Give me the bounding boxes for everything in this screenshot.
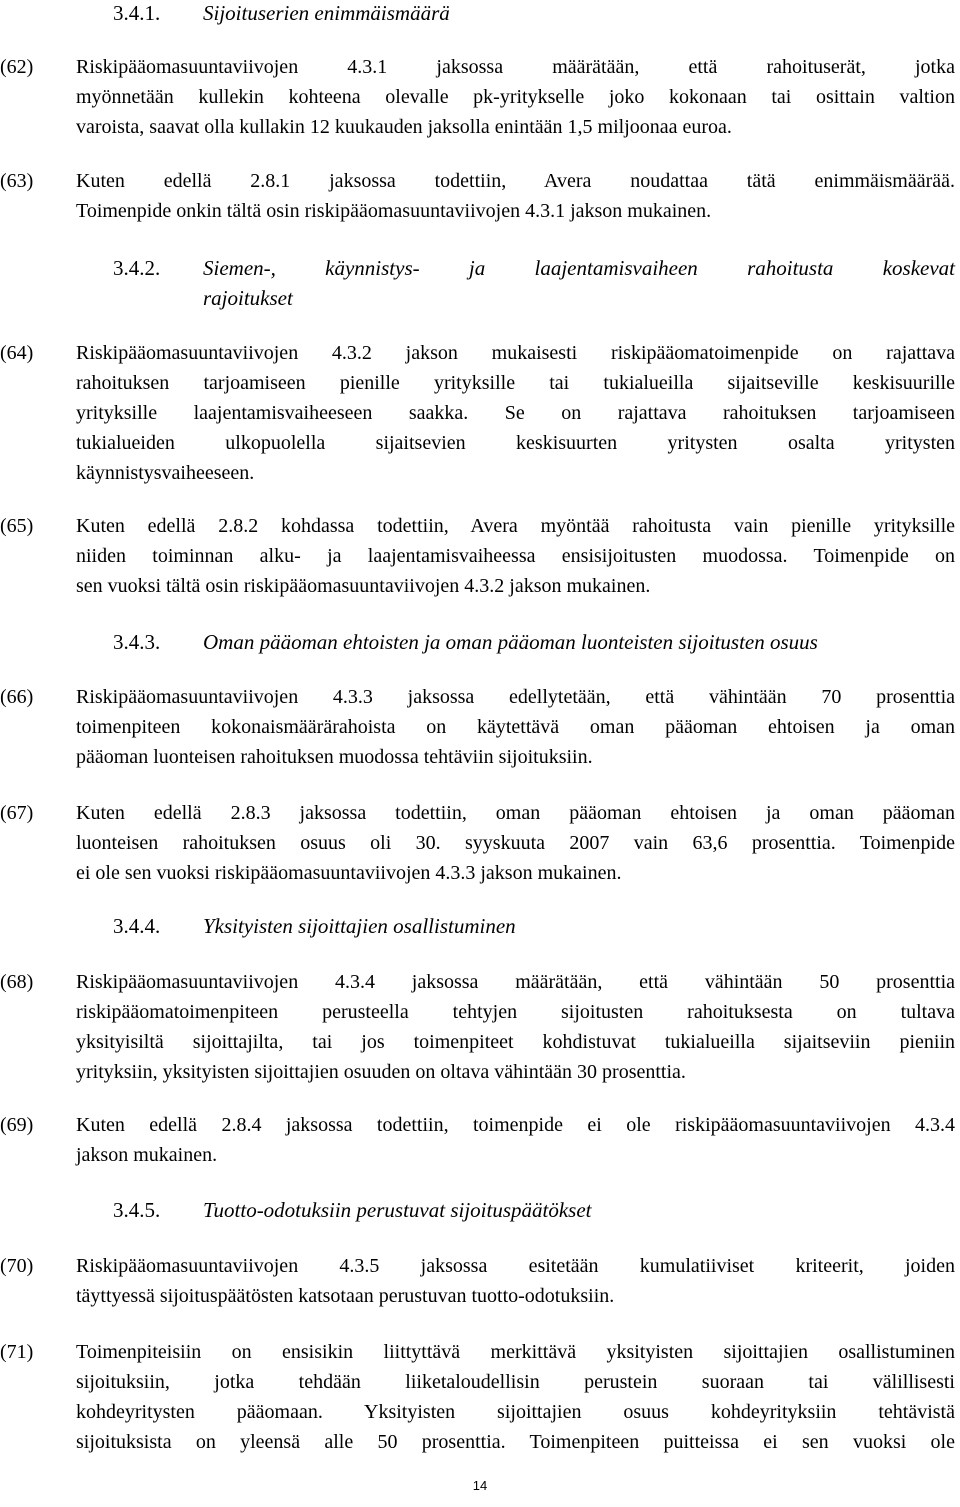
paragraph-number: (66) (0, 686, 34, 708)
text-line: sijoituksiin, jotka tehdään liiketaloudellisin perustein suoraan tai välillisesti (76, 1371, 955, 1393)
text-line: Riskipääomasuuntaviivojen 4.3.1 jaksossa määrätään, että rahoituserät, jotka (76, 56, 955, 78)
text-line: riskipääomatoimenpiteen perusteella tehtyjen sijoitusten rahoituksesta on tultava (76, 1001, 955, 1023)
text-line: yrityksiin, yksityisten sijoittajien osuuden on oltava vähintään 30 prosenttia. (76, 1061, 686, 1083)
paragraph-text (76, 52, 955, 142)
text-line: Kuten edellä 2.8.2 kohdassa todettiin, Avera myöntää rahoitusta vain pienille yrityksille (76, 515, 955, 537)
paragraph-text (76, 682, 955, 772)
section-number: 3.4.3. (113, 630, 161, 654)
section-title: Yksityisten sijoittajien osallistuminen (203, 914, 516, 938)
paragraph-text (76, 798, 955, 888)
text-line: sijoituksista on yleensä alle 50 prosenttia. Toimenpiteen puitteissa ei sen vuoksi ole (76, 1431, 955, 1453)
text-line: luonteisen rahoituksen osuus oli 30. syyskuuta 2007 vain 63,6 prosenttia. Toimenpide (76, 832, 955, 854)
paragraph-text (76, 511, 955, 601)
text-line: Kuten edellä 2.8.4 jaksossa todettiin, toimenpide ei ole riskipääomasuuntaviivojen 4.3.4 (76, 1114, 955, 1136)
text-line: jakson mukainen. (76, 1144, 218, 1166)
text-line: ei ole sen vuoksi riskipääomasuuntaviivojen 4.3.3 jakson mukainen. (76, 862, 622, 884)
section-number: 3.4.1. (113, 1, 161, 25)
text-line: yrityksille laajentamisvaiheeseen saakka. Se on rajattava rahoituksen tarjoamiseen (76, 402, 955, 424)
paragraph-text (76, 166, 955, 226)
text-line: niiden toiminnan alku- ja laajentamisvaiheessa ensisijoitusten muodossa. Toimenpide on (76, 545, 955, 567)
paragraph-number: (67) (0, 802, 34, 824)
section-number: 3.4.4. (113, 914, 161, 938)
section-title: Oman pääoman ehtoisten ja oman pääoman luonteisten sijoitusten osuus (203, 630, 818, 654)
paragraph-number: (70) (0, 1255, 34, 1277)
paragraph-number: (71) (0, 1341, 34, 1363)
text-line: toimenpiteen kokonaismäärärahoista on käytettävä oman pääoman ehtoisen ja oman (76, 716, 955, 738)
text-line: käynnistysvaiheeseen. (76, 462, 255, 484)
text-line: Kuten edellä 2.8.3 jaksossa todettiin, oman pääoman ehtoisen ja oman pääoman (76, 802, 955, 824)
paragraph-number: (62) (0, 56, 34, 78)
paragraph-text (76, 967, 955, 1087)
text-line: varoista, saavat olla kullakin 12 kuukauden jaksolla enintään 1,5 miljoonaa euroa. (76, 116, 732, 138)
text-line: tukialueiden ulkopuolella sijaitsevien keskisuurten yritysten osalta yritysten (76, 432, 955, 454)
section-title-continued: rajoitukset (203, 286, 293, 310)
paragraph-number: (64) (0, 342, 34, 364)
text-line: Toimenpiteisiin on ensisikin liittyttävä merkittävä yksityisten sijoittajien osallistuminen (76, 1341, 955, 1363)
text-line: Riskipääomasuuntaviivojen 4.3.5 jaksossa esitetään kumulatiiviset kriteerit, joiden (76, 1255, 955, 1277)
text-line: Riskipääomasuuntaviivojen 4.3.3 jaksossa edellytetään, että vähintään 70 prosenttia (76, 686, 955, 708)
paragraph-text (76, 1251, 955, 1311)
text-line: Riskipääomasuuntaviivojen 4.3.4 jaksossa määrätään, että vähintään 50 prosenttia (76, 971, 955, 993)
section-title: Tuotto-odotuksiin perustuvat sijoituspäätökset (203, 1198, 592, 1222)
section-title: Sijoituserien enimmäismäärä (203, 1, 450, 25)
paragraph-number: (68) (0, 971, 34, 993)
paragraph-text (76, 1110, 955, 1170)
paragraph-number: (65) (0, 515, 34, 537)
text-line: Kuten edellä 2.8.1 jaksossa todettiin, Avera noudattaa tätä enimmäismäärää. (76, 170, 955, 192)
text-line: pääoman luonteisen rahoituksen muodossa tehtäviin sijoituksiin. (76, 746, 593, 768)
page-number: 14 (472, 1478, 488, 1493)
text-line: rahoituksen tarjoamiseen pienille yrityksille tai tukialueilla sijaitseville keskisuurille (76, 372, 955, 394)
text-line: Toimenpide onkin tältä osin riskipääomasuuntaviivojen 4.3.1 jakson mukainen. (76, 200, 712, 222)
section-number: 3.4.2. (113, 256, 161, 280)
paragraph-text (76, 338, 955, 488)
text-line: kohdeyritysten pääomaan. Yksityisten sijoittajien osuus kohdeyrityksiin tehtävistä (76, 1401, 955, 1423)
paragraph-number: (69) (0, 1114, 34, 1136)
text-line: yksityisiltä sijoittajilta, tai jos toimenpiteet kohdistuvat tukialueilla sijaitseviin pieniin (76, 1031, 955, 1053)
paragraph-number: (63) (0, 170, 34, 192)
text-line: sen vuoksi tältä osin riskipääomasuuntaviivojen 4.3.2 jakson mukainen. (76, 575, 651, 597)
text-line: täyttyessä sijoituspäätösten katsotaan perustuvan tuotto-odotuksiin. (76, 1285, 615, 1307)
section-number: 3.4.5. (113, 1198, 161, 1222)
paragraph-text (76, 1337, 955, 1457)
text-line: Riskipääomasuuntaviivojen 4.3.2 jakson mukaisesti riskipääomatoimenpide on rajattava (76, 342, 955, 364)
section-title: Siemen-, käynnistys- ja laajentamisvaiheen rahoitusta koskevat (203, 256, 955, 280)
text-line: myönnetään kullekin kohteena olevalle pk-yritykselle joko kokonaan tai osittain valtion (76, 86, 955, 108)
